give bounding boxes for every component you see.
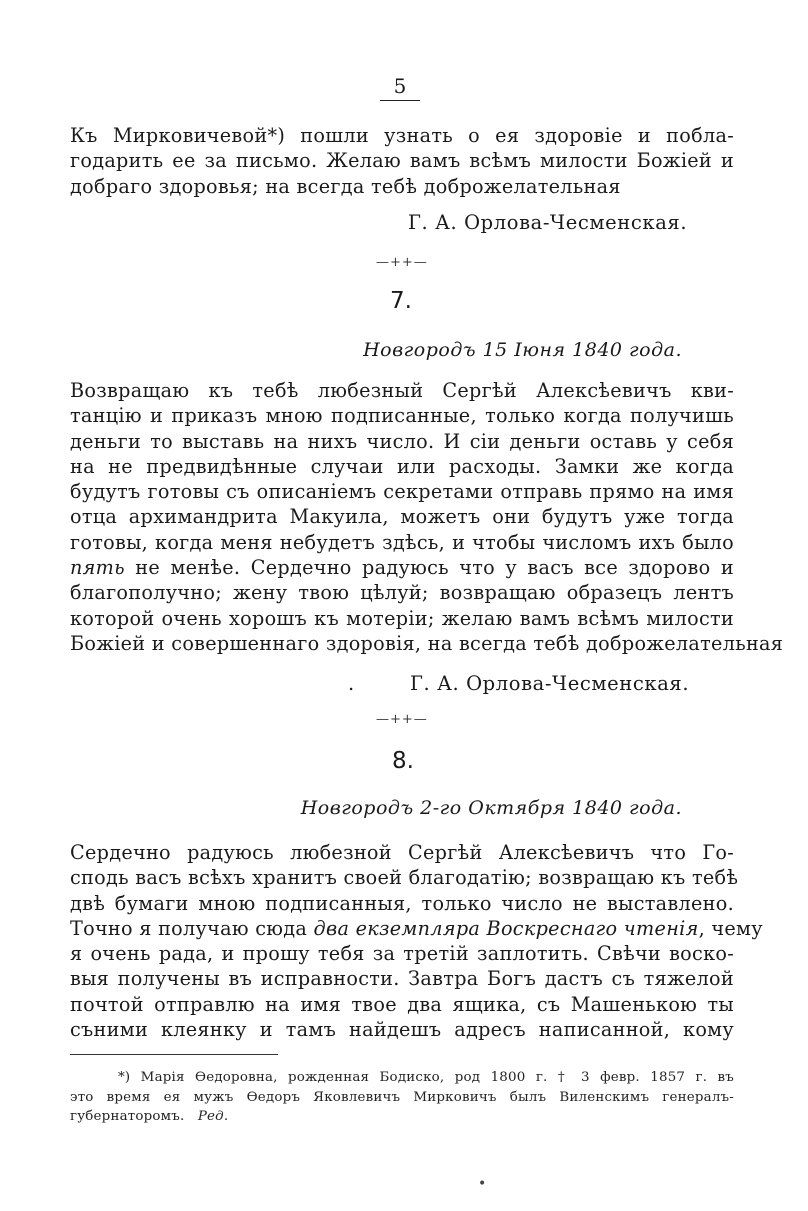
text-fragment: не менѣе. Сердечно радуюсь что у васъ все здорово и [124,556,734,580]
footnote-line [70,1107,734,1127]
text-line: съними клеянку и тамъ найдешъ адресъ написанной, кому [70,1018,734,1042]
letter-body-paragraph [70,378,784,656]
letter-body-paragraph [70,840,763,1042]
text-line: годарить ее за письмо. Желаю вамъ всѣмъ милости Божіей и [70,149,734,173]
letter-dateline: Новгородъ 2-го Октября 1840 года. [300,797,682,819]
text-line: танцію и приказъ мною подписанные, только когда получишь [70,404,734,428]
signature: Г. А. Орлова-Чесменская. [408,211,688,234]
text-line: Возвращаю къ тебѣ любезный Сергѣй Алексѣевичъ кви- [70,379,734,402]
italic-word: пять [70,556,125,580]
footnote-line: *) Марія Ѳедоровна, рожденная Бодиско, род 1800 г. † 3 февр. 1857 г. въ [118,1070,734,1085]
letter-number: 8. [392,748,414,774]
text-line: Сердечно радуюсь любезной Сергѣй Алексѣевичъ что Го- [70,841,734,864]
signature: Г. А. Орлова-Чесменская. [410,672,690,695]
text-line: будутъ готовы съ описаніемъ секретами отправь прямо на имя [70,480,734,504]
text-line: двѣ бумаги мною подписанныя, только число не выставлено. [70,891,734,915]
footnote-line: это время ея мужъ Ѳедоръ Яковлевичъ Мирковичъ былъ Виленскимъ генералъ- [70,1089,734,1105]
editor-mark: Ред. [197,1109,229,1124]
italic-title: два екземпляра Воскреснаго чтенія [313,916,699,940]
text-fragment: губернаторомъ. [70,1109,185,1124]
text-line: благополучно; жену твою цѣлуй; возвращаю образецъ лентъ [70,581,734,605]
text-fragment: , чему [698,916,763,940]
text-line: я очень рада, и прошу тебя за третій заплотить. Свѣчи воско- [70,942,734,966]
text-line: на не предвидѣнные случаи или расходы. Замки же когда [70,454,734,478]
text-line [70,916,763,941]
signature-dot: . [348,672,355,695]
ornament-divider: —++— [376,255,428,270]
text-line [70,555,734,580]
text-fragment: Точно я получаю сюда [70,916,314,940]
letter-continuation-paragraph [70,123,734,199]
text-line: почтой отправлю на имя твое два ящика, съ Машенькою ты [70,992,734,1016]
text-line: добраго здоровья; на всегда тебѣ доброжелательная [70,174,621,198]
page-number: 5 [380,74,420,101]
footnote [70,1068,734,1127]
page-speck: • [478,1176,487,1192]
text-line: которой очень хорошъ къ мотеріи; желаю вамъ всѣмъ милости [70,606,734,630]
text-line: отца архимандрита Макуила, можетъ они будутъ уже тогда [70,505,734,529]
letter-number: 7. [390,288,412,314]
text-line: Божіей и совершеннаго здоровія, на всегда тебѣ доброжелательная [70,631,784,655]
letter-dateline: Новгородъ 15 Іюня 1840 года. [363,339,682,361]
footnote-rule [70,1054,278,1055]
text-line: Къ Мирковичевой*) пошли узнать о ея здоровіе и побла- [70,124,734,147]
text-line: деньги то выставь на нихъ число. И сіи деньги оставь у себя [70,429,734,453]
ornament-divider: —++— [376,712,428,727]
text-line: выя получены въ исправности. Завтра Богъ дастъ съ тяжелой [70,967,734,991]
text-line: готовы, когда меня небудетъ здѣсь, и чтобы числомъ ихъ было [70,530,734,554]
text-line: сподь васъ всѣхъ хранитъ своей благодатію; возвращаю къ тебѣ [70,866,739,890]
